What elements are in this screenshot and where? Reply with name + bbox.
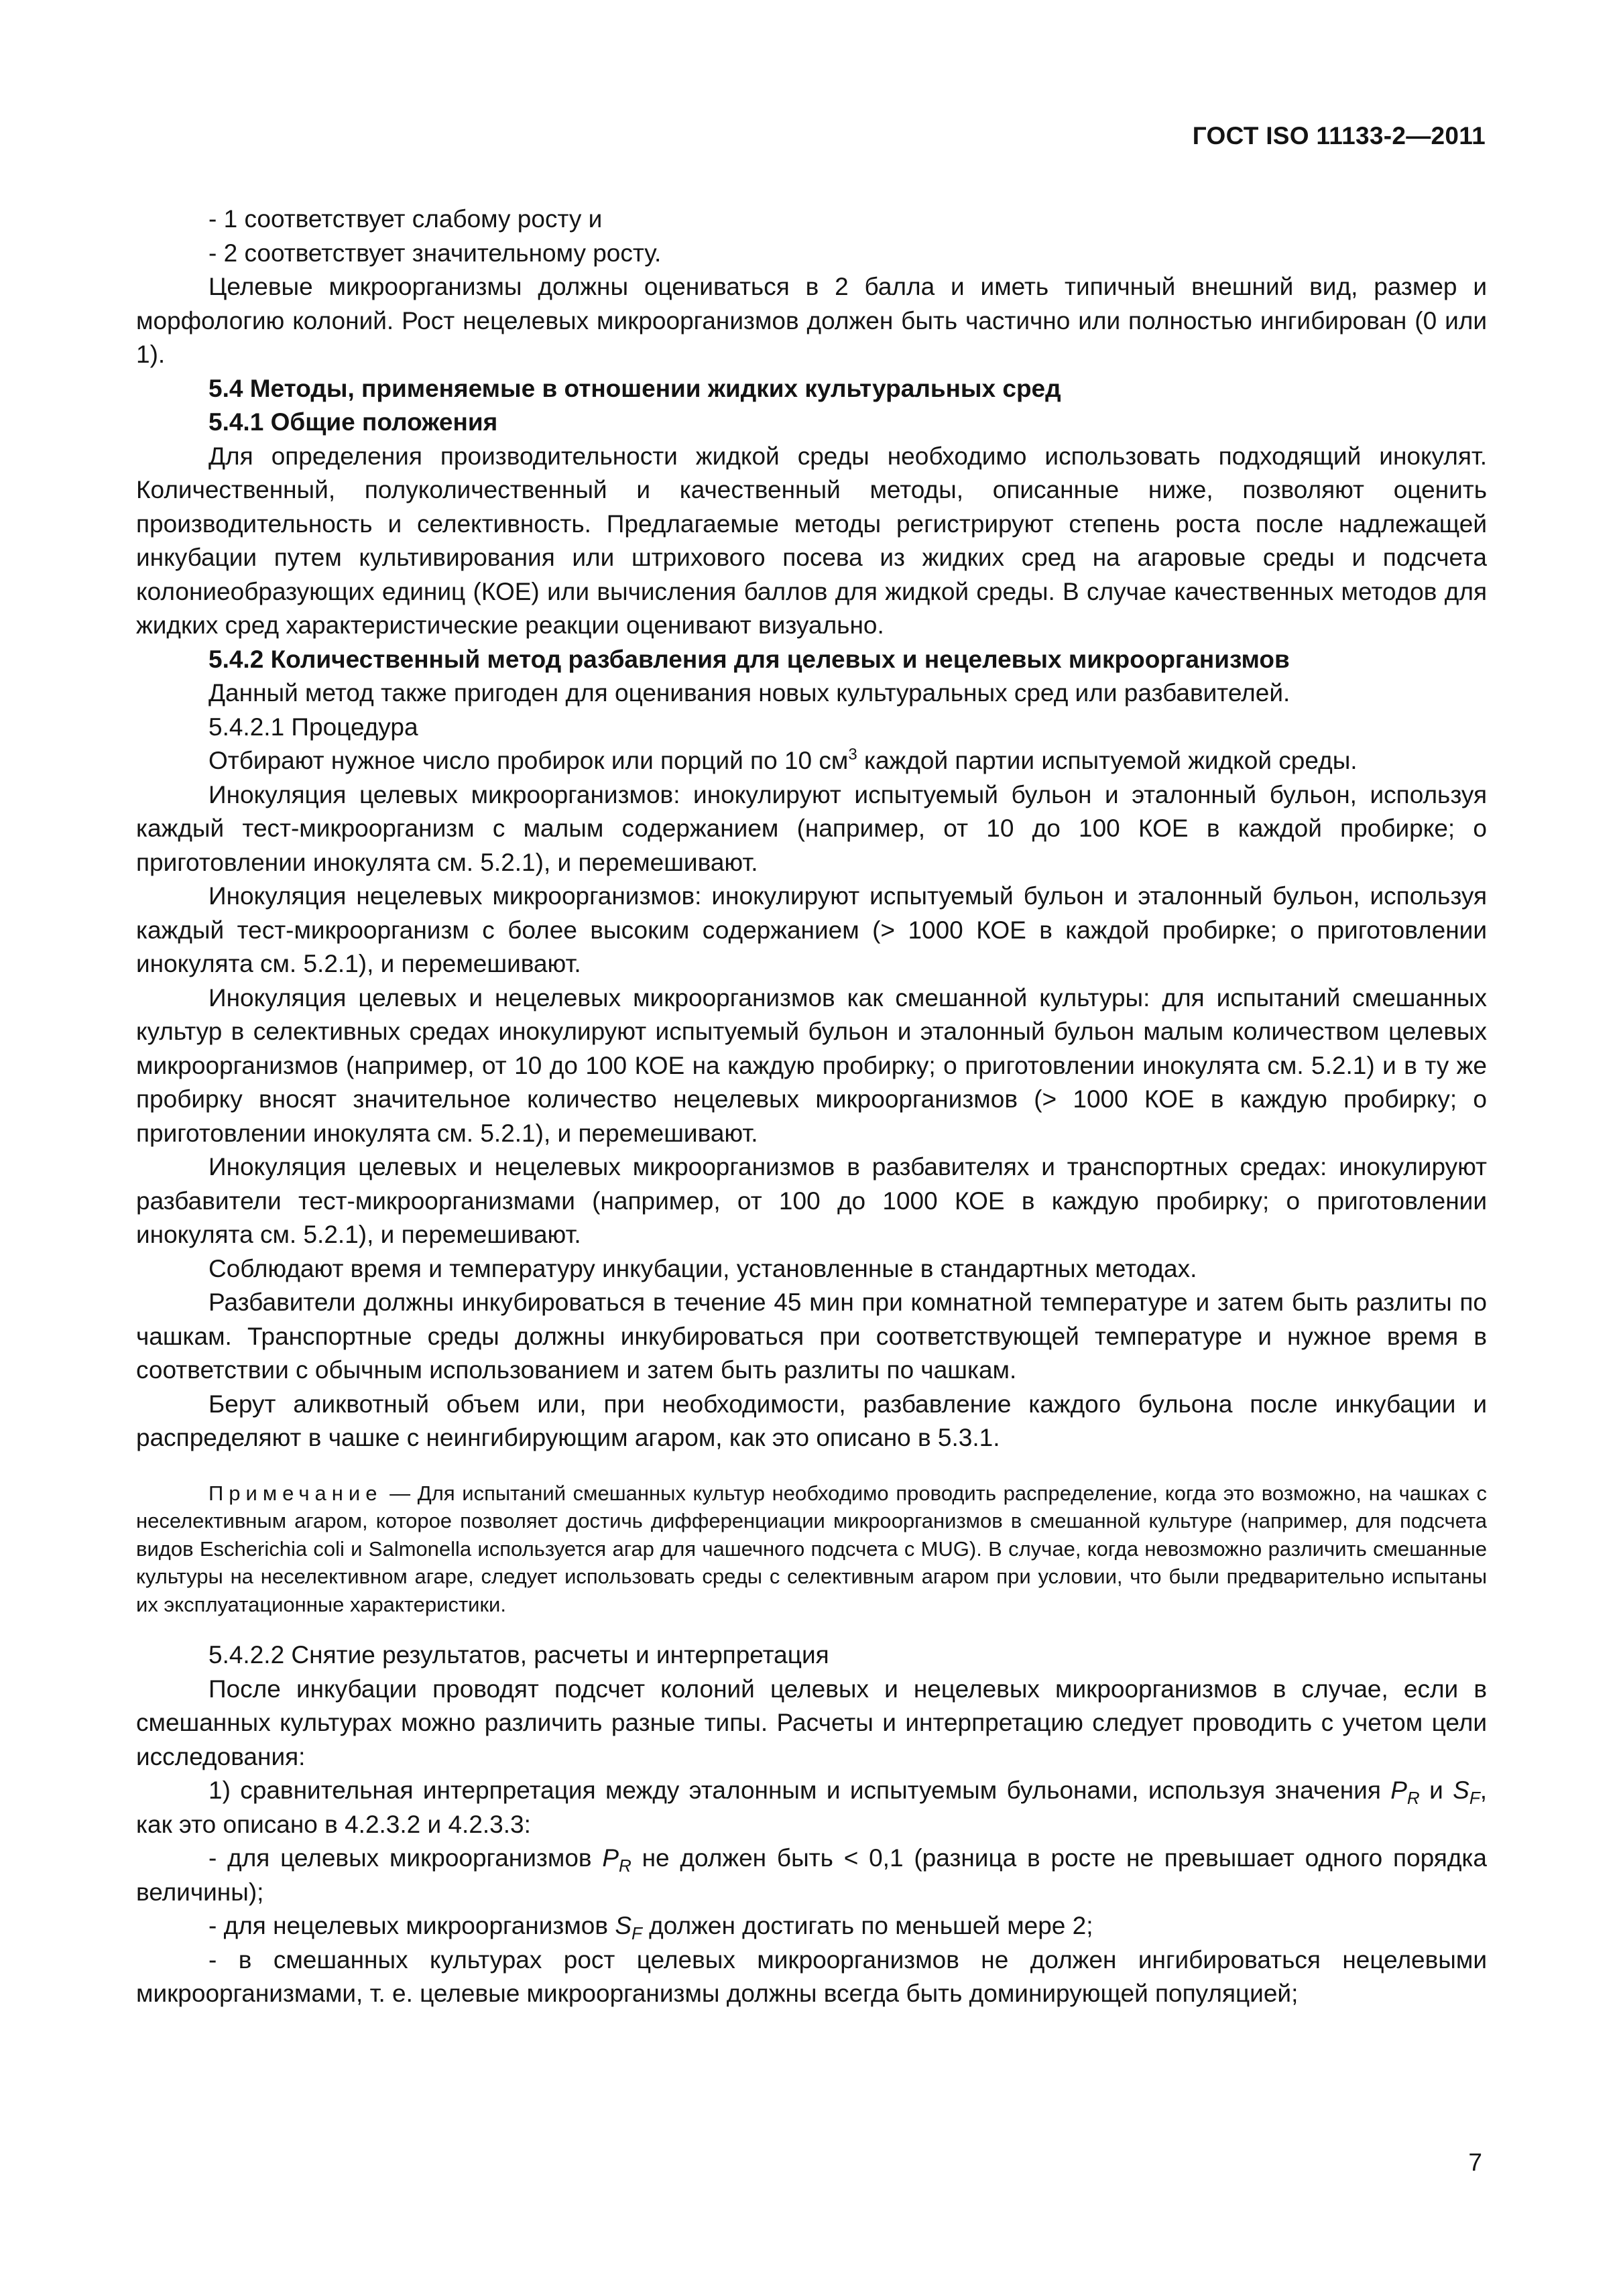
- text-run: должен достигать по меньшей мере 2;: [642, 1912, 1093, 1939]
- text-run: и: [1419, 1776, 1453, 1804]
- section-heading-5-4-2-1: 5.4.2.1 Процедура: [208, 713, 418, 741]
- list-item: [136, 1909, 1487, 1943]
- paragraph: Берут аликвотный объем или, при необходимости, разбавление каждого бульона после инкубации и распределяют в чашке с неингибирующим агаром, как это описано в 5.3.1.: [136, 1390, 1487, 1451]
- subscript-f: F: [632, 1923, 642, 1943]
- text-run: Отбирают нужное число пробирок или порций по 10 см: [208, 747, 849, 774]
- text-run: , как это описано в 4.2.3.2 и 4.2.3.3:: [136, 1776, 1487, 1838]
- subscript-f: F: [1469, 1788, 1480, 1808]
- paragraph: Данный метод также пригоден для оценивания новых культуральных сред или разбавителей.: [208, 679, 1290, 707]
- note-label: Примечание: [208, 1481, 383, 1505]
- paragraph: После инкубации проводят подсчет колоний целевых и нецелевых микроорганизмов в случае, если в смешанных культурах можно различить разные типы. Расчеты и интерпретацию следует проводить с учетом цели исследования:: [136, 1675, 1487, 1770]
- subscript-r: R: [619, 1856, 632, 1876]
- list-item: - в смешанных культурах рост целевых микроорганизмов не должен ингибироваться нецелевыми микроорганизмами, т. е. целевые микроорганизмы должны всегда быть доминирующей популяцией;: [136, 1945, 1487, 2007]
- paragraph: [136, 744, 1487, 778]
- list-item: [136, 1841, 1487, 1909]
- text-run: каждой партии испытуемой жидкой среды.: [857, 747, 1358, 774]
- text-run: - для нецелевых микроорганизмов: [208, 1912, 615, 1939]
- note: [136, 1479, 1487, 1619]
- symbol-s: S: [615, 1912, 632, 1939]
- symbol-s: S: [1453, 1776, 1469, 1804]
- text-run: - для целевых микроорганизмов: [208, 1844, 603, 1872]
- paragraph: Для определения производительности жидкой среды необходимо использовать подходящий инокулят. Количественный, полуколичественный и качественный методы, описанные ниже, позволяют оценить производительность и селективность. Предлагаемые методы регистрируют степень роста после надлежащей инкубации путем культивирования или штрихового посева из жидких сред на агаровые среды и подсчета колониеобразующих единиц (КОЕ) или вычисления баллов для жидкой среды. В случае качественных методов для жидких сред характеристические реакции оценивают визуально.: [136, 442, 1487, 639]
- symbol-p: P: [1390, 1776, 1407, 1804]
- list-item: - 1 соответствует слабому росту и: [208, 205, 603, 233]
- section-heading-5-4-2-2: 5.4.2.2 Снятие результатов, расчеты и интерпретация: [208, 1641, 829, 1669]
- superscript: 3: [848, 745, 857, 764]
- paragraph: Целевые микроорганизмы должны оцениваться в 2 балла и иметь типичный внешний вид, размер и морфологию колоний. Рост нецелевых микроорганизмов должен быть частично или полностью ингибирован (0 или 1).: [136, 273, 1487, 368]
- text-run: 1) сравнительная интерпретация между эталонным и испытуемым бульонами, используя значения: [208, 1776, 1391, 1804]
- page-number: 7: [1468, 2149, 1482, 2176]
- paragraph: Инокуляция целевых и нецелевых микроорганизмов в разбавителях и транспортных средах: инокулируют разбавители тест-микроорганизмами (например, от 100 до 1000 КОЕ в каждую пробирку; о приготовлении инокулята см. 5.2.1), и перемешивают.: [136, 1153, 1487, 1248]
- note-text: — Для испытаний смешанных культур необходимо проводить распределение, когда это возможно, на чашках с неселективным агаром, которое позволяет достичь дифференциации микроорганизмов в смешанной культуре (например, для подсчета видов Escherichia coli и Salmonella используется агар для чашечного подсчета с MUG). В случае, когда невозможно различить смешанные культуры на неселективном агаре, следует использовать среды с селективным агаром при условии, что были предварительно испытаны их эксплуатационные характеристики.: [136, 1481, 1487, 1616]
- paragraph: Соблюдают время и температуру инкубации, установленные в стандартных методах.: [208, 1254, 1197, 1282]
- text-run: не должен быть < 0,1 (разница в росте не превышает одного порядка величины);: [136, 1844, 1487, 1906]
- paragraph: Инокуляция целевых микроорганизмов: инокулируют испытуемый бульон и эталонный бульон, используя каждый тест-микроорганизм с малым содержанием (например, от 10 до 100 КОЕ в каждой пробирке; о приготовлении инокулята см. 5.2.1), и перемешивают.: [136, 780, 1487, 876]
- page-body: [136, 202, 1487, 2011]
- subscript-r: R: [1406, 1788, 1420, 1808]
- paragraph: Инокуляция нецелевых микроорганизмов: инокулируют испытуемый бульон и эталонный бульон, используя каждый тест-микроорганизм с более высоким содержанием (> 1000 КОЕ в каждой пробирке; о приготовлении инокулята см. 5.2.1), и перемешивают.: [136, 882, 1487, 977]
- symbol-p: P: [602, 1844, 619, 1872]
- section-heading-5-4-2: 5.4.2 Количественный метод разбавления для целевых и нецелевых микроорганизмов: [208, 645, 1290, 673]
- section-heading-5-4-1: 5.4.1 Общие положения: [208, 408, 498, 436]
- paragraph: Разбавители должны инкубироваться в течение 45 мин при комнатной температуре и затем быть разлиты по чашкам. Транспортные среды должны инкубироваться при соответствующей температуре и нужное время в соответствии с обычным использованием и затем быть разлиты по чашкам.: [136, 1288, 1487, 1384]
- paragraph: [136, 1774, 1487, 1841]
- paragraph: Инокуляция целевых и нецелевых микроорганизмов как смешанной культуры: для испытаний смешанных культур в селективных средах инокулируют испытуемый бульон и эталонный бульон малым количеством целевых микроорганизмов (например, от 10 до 100 КОЕ на каждую пробирку; о приготовлении инокулята см. 5.2.1) и в ту же пробирку вносят значительное количество нецелевых микроорганизмов (> 1000 КОЕ в каждую пробирку; о приготовлении инокулята см. 5.2.1), и перемешивают.: [136, 983, 1487, 1147]
- document-standard-id: ГОСТ ISO 11133-2—2011: [1192, 122, 1486, 149]
- section-heading-5-4: 5.4 Методы, применяемые в отношении жидких культуральных сред: [208, 374, 1061, 402]
- list-item: - 2 соответствует значительному росту.: [208, 239, 662, 267]
